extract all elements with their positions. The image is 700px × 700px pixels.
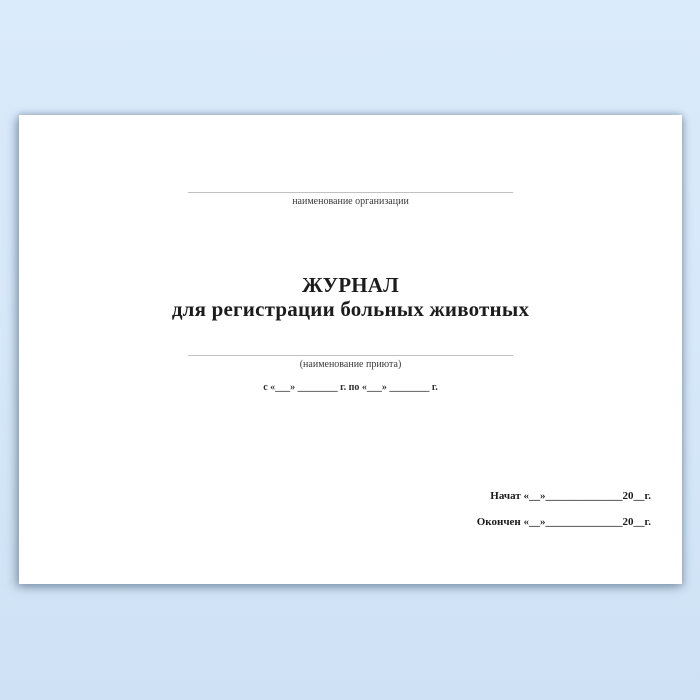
start-end-dates — [477, 490, 651, 542]
journal-title — [19, 273, 682, 321]
started-date-line: Начат «__»______________20__г. — [490, 490, 651, 502]
shelter-name-blank-line: _________________________________________________________________ — [188, 346, 513, 357]
period-range-line: с «___» ________ г. по «___» ________ г. — [263, 382, 438, 393]
organization-name-section — [19, 183, 682, 208]
journal-title-line2: для регистрации больных животных — [171, 297, 530, 321]
journal-title-line1: ЖУРНАЛ — [301, 273, 400, 297]
shelter-name-section — [19, 346, 682, 371]
organization-name-blank-line: _________________________________________________________________ — [188, 183, 513, 194]
shelter-name-label: (наименование приюта) — [299, 359, 402, 370]
organization-name-label: наименование организации — [292, 196, 409, 207]
finished-date-line: Окончен «__»______________20__г. — [476, 516, 651, 528]
journal-cover-page — [19, 115, 682, 584]
